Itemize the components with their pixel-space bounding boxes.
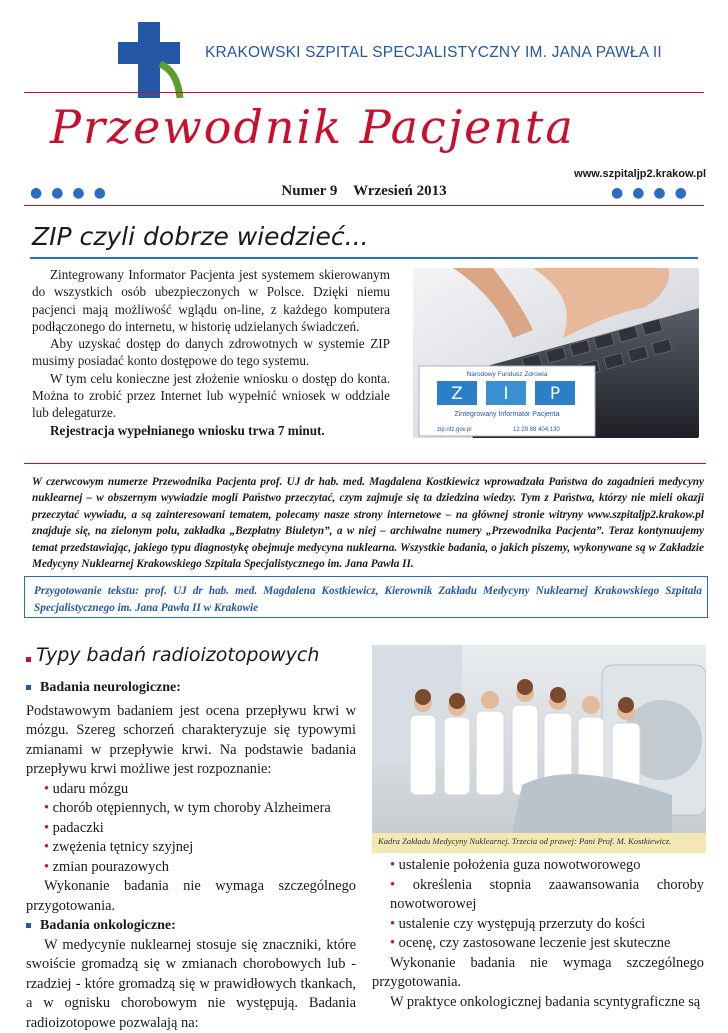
zip-card-site: zip.nfz.gov.pl [437, 427, 472, 433]
keyboard-illustration [413, 268, 699, 438]
onco-list-item: ustalenie położenia guza nowotworowego [399, 857, 641, 873]
neuro-list-item: udaru mózgu [53, 781, 129, 797]
zip-bold-note: Rejestracja wypełnianego wniosku trwa 7 minut. [32, 422, 390, 439]
bullet-icon: • [390, 877, 395, 893]
neuro-text: Podstawowym badaniem jest ocena przepływu krwi w mózgu. Szereg schorzeń charakteryzuje się typowymi zmianami w przepływie krwi. Na podstawie badania przepływu krwi możliwe jest rozpoznanie: [26, 702, 356, 780]
photo-caption: Kadra Zakładu Medycyny Nuklearnej. Trzecia od prawej: Pani Prof. M. Kostkiewicz. [378, 836, 704, 846]
subheading-marker [26, 685, 31, 690]
zip-paragraph: Aby uzyskać dostęp do danych zdrowotnych w systemie ZIP musimy posiadać konto dostępowe do tego systemu. [32, 335, 390, 370]
bullet-icon: • [44, 859, 49, 875]
onco-note: Wykonanie badania nie wymaga szczególnego przygotowania. [372, 954, 704, 993]
section-divider [24, 463, 706, 464]
article-title-zip: ZIP czyli dobrze wiedzieć... [32, 222, 368, 251]
neuro-list-item: chorób otępiennych, w tym choroby Alzheimera [53, 800, 331, 816]
bullet-icon: • [390, 916, 395, 932]
neuro-note: Wykonanie badania nie wymaga szczególnego przygotowania. [26, 877, 356, 916]
column-right [372, 856, 704, 1012]
bullet-icon: • [44, 820, 49, 836]
column-left [26, 678, 356, 1033]
neuro-heading: Badania neurologiczne: [40, 680, 181, 695]
subheading-marker [26, 923, 31, 928]
decor-dots-right: ●●●● [611, 185, 696, 201]
section-marker [26, 657, 31, 662]
zip-paragraph: Zintegrowany Informator Pacjenta jest systemem skierowanym do wszystkich osób ubezpieczonych w Polsce. Dzięki niemu pacjenci mają możliwość wglądu on-line, z każdego komputera podłączonego do internetu, w historię udzielanych świadczeń. [32, 266, 390, 335]
neuro-list-item: padaczki [53, 820, 104, 836]
intro-text: W czerwcowym numerze Przewodnika Pacjenta prof. UJ dr hab. med. Magdalena Kostkiewicz wprowadzała Państwa do zagadnień medycyny nuklearnej – w obszernym wywiadzie mogli Państwo przeczytać, czym zajmuje się ta dziedzina wiedzy. Tym z Państwa, którzy nie mieli okazji przeczytać wywiadu, a są zainteresowani tematem, polecamy nasze strony internetowe – na głównej stronie witryny www.szpitaljp2.krakow.pl znajduje się, na zielonym polu, zakładka „Bezpłatny Biuletyn”, a w niej – archiwalne numery „Przewodnika Pacjenta”. Teraz kontynuujemy temat przedstawiając, jakiego typu diagnostykę obejmuje medycyna nuklearna. Wszystkie badania, o jakich piszemy, wykonywane są w Zakładzie Medycyny Nuklearnej Krakowskiego Szpitala Specjalistycznego im. Jana Pawła II. [32, 474, 704, 572]
onco-text: W medycynie nuklearnej stosuje się znaczniki, które swoiście gromadzą się w zmianach chorobowych lub - rzadziej - które gromadzą się w prawidłowych tkankach, a w ognisku chorobowym nie występują. Badania radioizotopowe pozwalają na: [26, 936, 356, 1033]
credit-text: Przygotowanie tekstu: prof. UJ dr hab. med. Magdalena Kostkiewicz, Kierownik Zakładu Medycyny Nuklearnej Krakowskiego Szpitala Specjalistycznego im. Jana Pawła II w Krakowie [34, 583, 702, 616]
website-link[interactable]: www.szpitaljp2.krakow.pl [574, 168, 706, 180]
zip-letter: P [550, 384, 560, 404]
zip-article-body [32, 266, 390, 439]
hospital-name: KRAKOWSKI SZPITAL SPECJALISTYCZNY IM. JANA PAWŁA II [205, 44, 662, 62]
onco-list-item: ustalenie czy występują przerzuty do kości [399, 916, 646, 932]
issue-line [0, 183, 728, 200]
onco-list-item: określenia stopnia zaawansowania choroby nowotworowej [390, 877, 704, 913]
keyboard-photo [413, 268, 699, 438]
zip-letter: Z [451, 384, 463, 404]
onco-tail: W praktyce onkologicznej badania scyntygraficzne są [372, 993, 704, 1013]
header-divider [24, 92, 704, 93]
decor-dots-left: ●●●● [30, 185, 115, 201]
zip-card-phone: 12 29 88 404,130 [513, 427, 560, 433]
masthead-title: Przewodnik Pacjenta [50, 100, 575, 154]
bullet-icon: • [390, 857, 395, 873]
article-title-radioisotope: Typy badań radioizotopowych [36, 644, 319, 666]
bullet-icon: • [44, 781, 49, 797]
onco-heading: Badania onkologiczne: [40, 918, 176, 933]
zip-paragraph: W tym celu konieczne jest złożenie wniosku o dostęp do konta. Można to zrobić przez Internet lub wypełnić wniosek w oddziale lub delegaturze. [32, 370, 390, 422]
hospital-logo [118, 22, 188, 98]
bullet-icon: • [44, 800, 49, 816]
neuro-list-item: zmian pourazowych [53, 859, 169, 875]
staff-photo [372, 645, 706, 833]
issue-number: Numer 9 [281, 183, 337, 199]
zip-title-underline [30, 257, 698, 259]
bullet-icon: • [44, 839, 49, 855]
zip-card [419, 366, 595, 436]
neuro-list-item: zwężenia tętnicy szyjnej [53, 839, 194, 855]
onco-list-item: ocenę, czy zastosowane leczenie jest skuteczne [399, 935, 671, 951]
zip-letter: I [503, 384, 508, 404]
issue-divider [24, 205, 704, 206]
issue-date: Wrzesień 2013 [353, 183, 446, 199]
staff-illustration [372, 645, 706, 833]
bullet-icon: • [390, 935, 395, 951]
zip-card-name: Zintegrowany Informator Pacjenta [454, 411, 559, 418]
zip-card-org: Narodowy Fundusz Zdrowia [467, 371, 548, 378]
